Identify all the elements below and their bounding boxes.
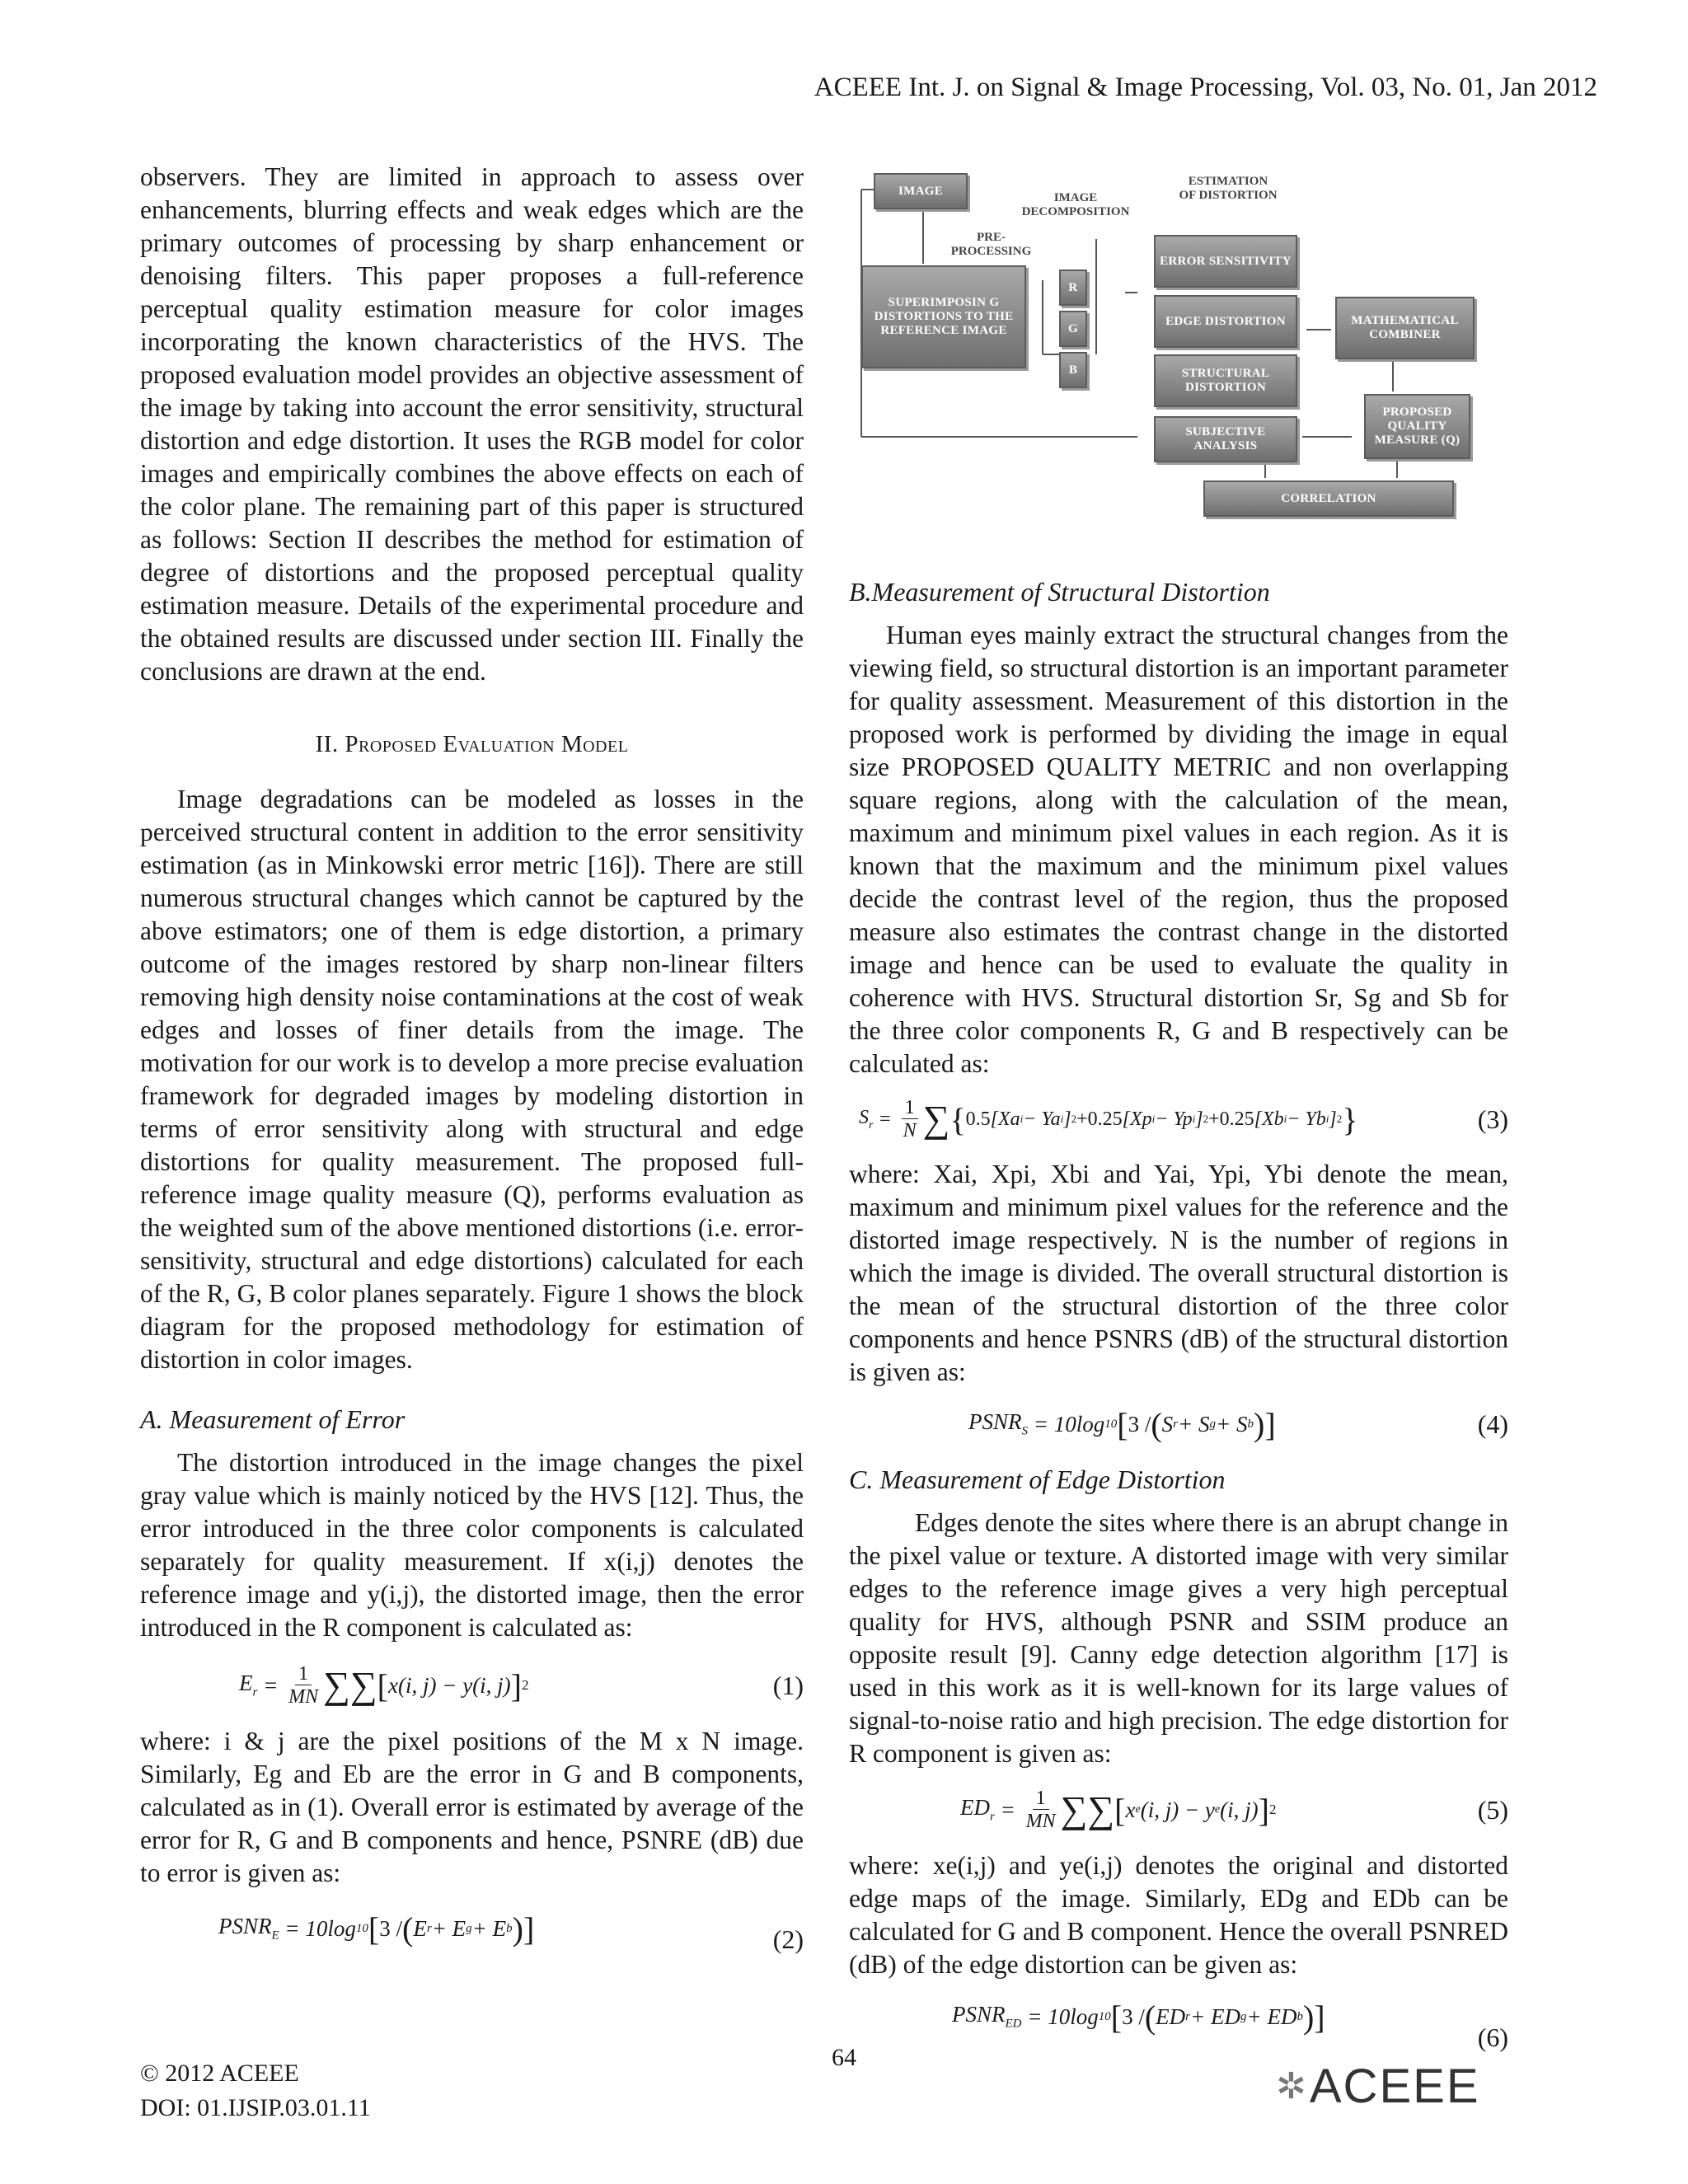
aceee-logo: [1276, 2059, 1480, 2114]
equation-number: (2): [772, 1924, 804, 1954]
channel-g-box: G: [1059, 311, 1087, 347]
paragraph-where-edge: where: xe(i,j) and ye(i,j) denotes the original and distorted edge maps of the image. Similarly, EDg and EDb can be calculated for G and B component. Hence the overall PSNRED (dB) of the edge distortion can be given as:: [849, 1851, 1508, 1979]
image-decomposition-label: IMAGE DECOMPOSITION: [1021, 191, 1130, 218]
structural-distortion-box: STRUCTURAL DISTORTION: [1154, 354, 1297, 407]
equation-4: $PSNR_S$ = 10 log 10 [ 3 / ( S r + S g + S b ) ] (4): [968, 1405, 1508, 1443]
equation-number: (4): [1477, 1408, 1508, 1439]
correlation-box: CORRELATION: [1203, 480, 1454, 517]
subjective-analysis-box: SUBJECTIVE ANALYSIS: [1154, 416, 1297, 462]
equation-5: $ED_r$ = $\frac{1}{MN}$ ∑∑ [ x e (i, j) − y e (i, j) ] 2 (5): [960, 1787, 1508, 1832]
equation-number: (1): [772, 1670, 804, 1700]
mathematical-combiner-box: MATHEMATICAL COMBINER: [1335, 297, 1475, 359]
equation-3: $S_r$ = $\frac{1}{N}$ ∑ { 0.5 [Xa i − Ya i ] 2 +0.25 [Xp i − Yp i ] 2 +0.25 [Xb i − Yb i ] 2 } (3): [859, 1096, 1508, 1141]
section-number: II.: [315, 731, 339, 757]
logo-text: ACEEE: [1309, 2060, 1480, 2113]
paragraph-intro-continued: observers. They are limited in approach to assess over enhancements, blurring effects and weak edges which are the primary outcomes of processing by sharp enhancement or denoising filters. This paper proposes a full-reference perceptual quality estimation measure for color images incorporating the known characteristics of the HVS. The proposed evaluation model provides an objective assessment of the image by taking into account the error sensitivity, structural distortion and edge distortion. It uses the RGB model for color images and empirically combines the above effects on each of the color plane. The remaining part of this paper is structured as follows: Section II describes the method for estimation of degree of distortions and the proposed perceptual quality estimation measure. Details of the experimental procedure and the obtained results are discussed under section III. Finally the conclusions are drawn at the end.: [140, 162, 804, 686]
block-diagram: [849, 165, 1508, 560]
equation-1: $E_r$ = $\frac{1}{MN}$ ∑∑ [ x(i, j) − y(i, j) ] 2 (1): [239, 1662, 804, 1708]
error-sensitivity-box: ERROR SENSITIVITY: [1154, 235, 1297, 288]
subsection-heading-c: C. Measurement of Edge Distortion: [849, 1465, 1226, 1494]
paragraph-where-error: where: i & j are the pixel positions of the M x N image. Similarly, Eg and Eb are the error in G and B components, calculated as in (1). Overall error is estimated by average of the error for R, G and B components and hence, PSNRE (dB) due to error is given as:: [140, 1727, 804, 1887]
copyright: © 2012 ACEEE: [140, 2060, 299, 2087]
superimposing-box: SUPERIMPOSIN G DISTORTIONS TO THE REFERENCE IMAGE: [861, 265, 1026, 368]
subsection-heading-a: A. Measurement of Error: [140, 1404, 406, 1434]
doi: DOI: 01.IJSIP.03.01.11: [140, 2094, 371, 2121]
equation-6: $PSNR_{ED}$ = 10 log 10 [ 3 / ( ED r + ED g + ED b ) ] (6): [952, 1998, 1508, 2052]
edge-distortion-box: EDGE DISTORTION: [1154, 295, 1297, 348]
equation-2: $PSNR_E$ = 10 log 10 [ 3 / ( E r + E g + E b ) ] (2): [218, 1910, 804, 1954]
equation-number: (5): [1477, 1794, 1508, 1825]
paragraph-model: Image degradations can be modeled as losses in the perceived structural content in addition to the error sensitivity estimation (as in Minkowski error metric [16]). There are still numerous structural changes which cannot be captured by the above estimators; one of them is edge distortion, a primary outcome of the images restored by sharp non-linear filters removing high density noise contaminations at the cost of weak edges and losses of finer details from the image. The motivation for our work is to develop a more precise evaluation framework for degraded images by modeling distortion in terms of error sensitivity along with structural and edge distortions for quality measurement. The proposed full-reference image quality measure (Q), performs evaluation as the weighted sum of the above mentioned distortions (i.e. error-sensitivity, structural and edge distortions) calculated for each of the R, G, B color planes separately. Figure 1 shows the block diagram for the proposed methodology for estimation of distortion in color images.: [140, 785, 804, 1374]
image-box: IMAGE: [874, 173, 968, 209]
channel-b-box: B: [1059, 352, 1087, 388]
estimation-label: ESTIMATION OF DISTORTION: [1179, 175, 1278, 202]
proposed-measure-box: PROPOSED QUALITY MEASURE (Q): [1364, 394, 1470, 459]
paragraph-error: The distortion introduced in the image changes the pixel gray value which is mainly noticed by the HVS [12]. Thus, the error introduced in the three color components is calculated separately for quality measurement. If x(i,j) denotes the reference image and y(i,j), the distorted image, then the error introduced in the R component is calculated as:: [140, 1448, 804, 1642]
left-column: [140, 161, 804, 1957]
preprocessing-label: PRE-PROCESSING: [950, 231, 1032, 258]
section-title: Proposed Evaluation Model: [345, 731, 629, 757]
right-column: [849, 577, 1508, 2052]
running-header: ACEEE Int. J. on Signal & Image Processing, Vol. 03, No. 01, Jan 2012: [814, 73, 1597, 102]
paragraph-structural: Human eyes mainly extract the structural changes from the viewing field, so structural distortion is an important parameter for quality assessment. Measurement of this distortion in the proposed work is performed by dividing the image in equal size PROPOSED QUALITY METRIC and non overlapping square regions, along with the calculation of the mean, maximum and minimum pixel values in each region. As it is known that the maximum and the minimum pixel values decide the contrast level of the region, thus the proposed measure also estimates the contrast change in the distorted image and hence can be used to evaluate the quality in coherence with HVS. Structural distortion Sr, Sg and Sb for the three color components R, G and B respectively can be calculated as:: [849, 621, 1508, 1078]
page-number: 64: [832, 2044, 856, 2071]
equation-number: (3): [1477, 1104, 1508, 1134]
channel-r-box: R: [1059, 269, 1087, 306]
paragraph-where-structural: where: Xai, Xpi, Xbi and Yai, Ypi, Ybi denote the mean, maximum and minimum pixel values for the reference and the distorted image respectively. N is the number of regions in which the image is divided. The overall structural distortion is the mean of the structural distortion of the three color components and hence PSNRS (dB) of the structural distortion is given as:: [849, 1160, 1508, 1386]
section-heading: [140, 731, 804, 758]
star-icon: ✲: [1276, 2066, 1308, 2107]
paragraph-edge: Edges denote the sites where there is an abrupt change in the pixel value or texture. A distorted image with very similar edges to the reference image gives a very high perceptual quality for HVS, although PSNR and SSIM produce an opposite result [9]. Canny edge detection algorithm [17] is used in this work as it is well-known for its large values of signal-to-noise ratio and high precision. The edge distortion for R component is given as:: [849, 1508, 1508, 1768]
subsection-heading-b: B.Measurement of Structural Distortion: [849, 577, 1270, 607]
equation-number: (6): [1477, 2022, 1508, 2052]
